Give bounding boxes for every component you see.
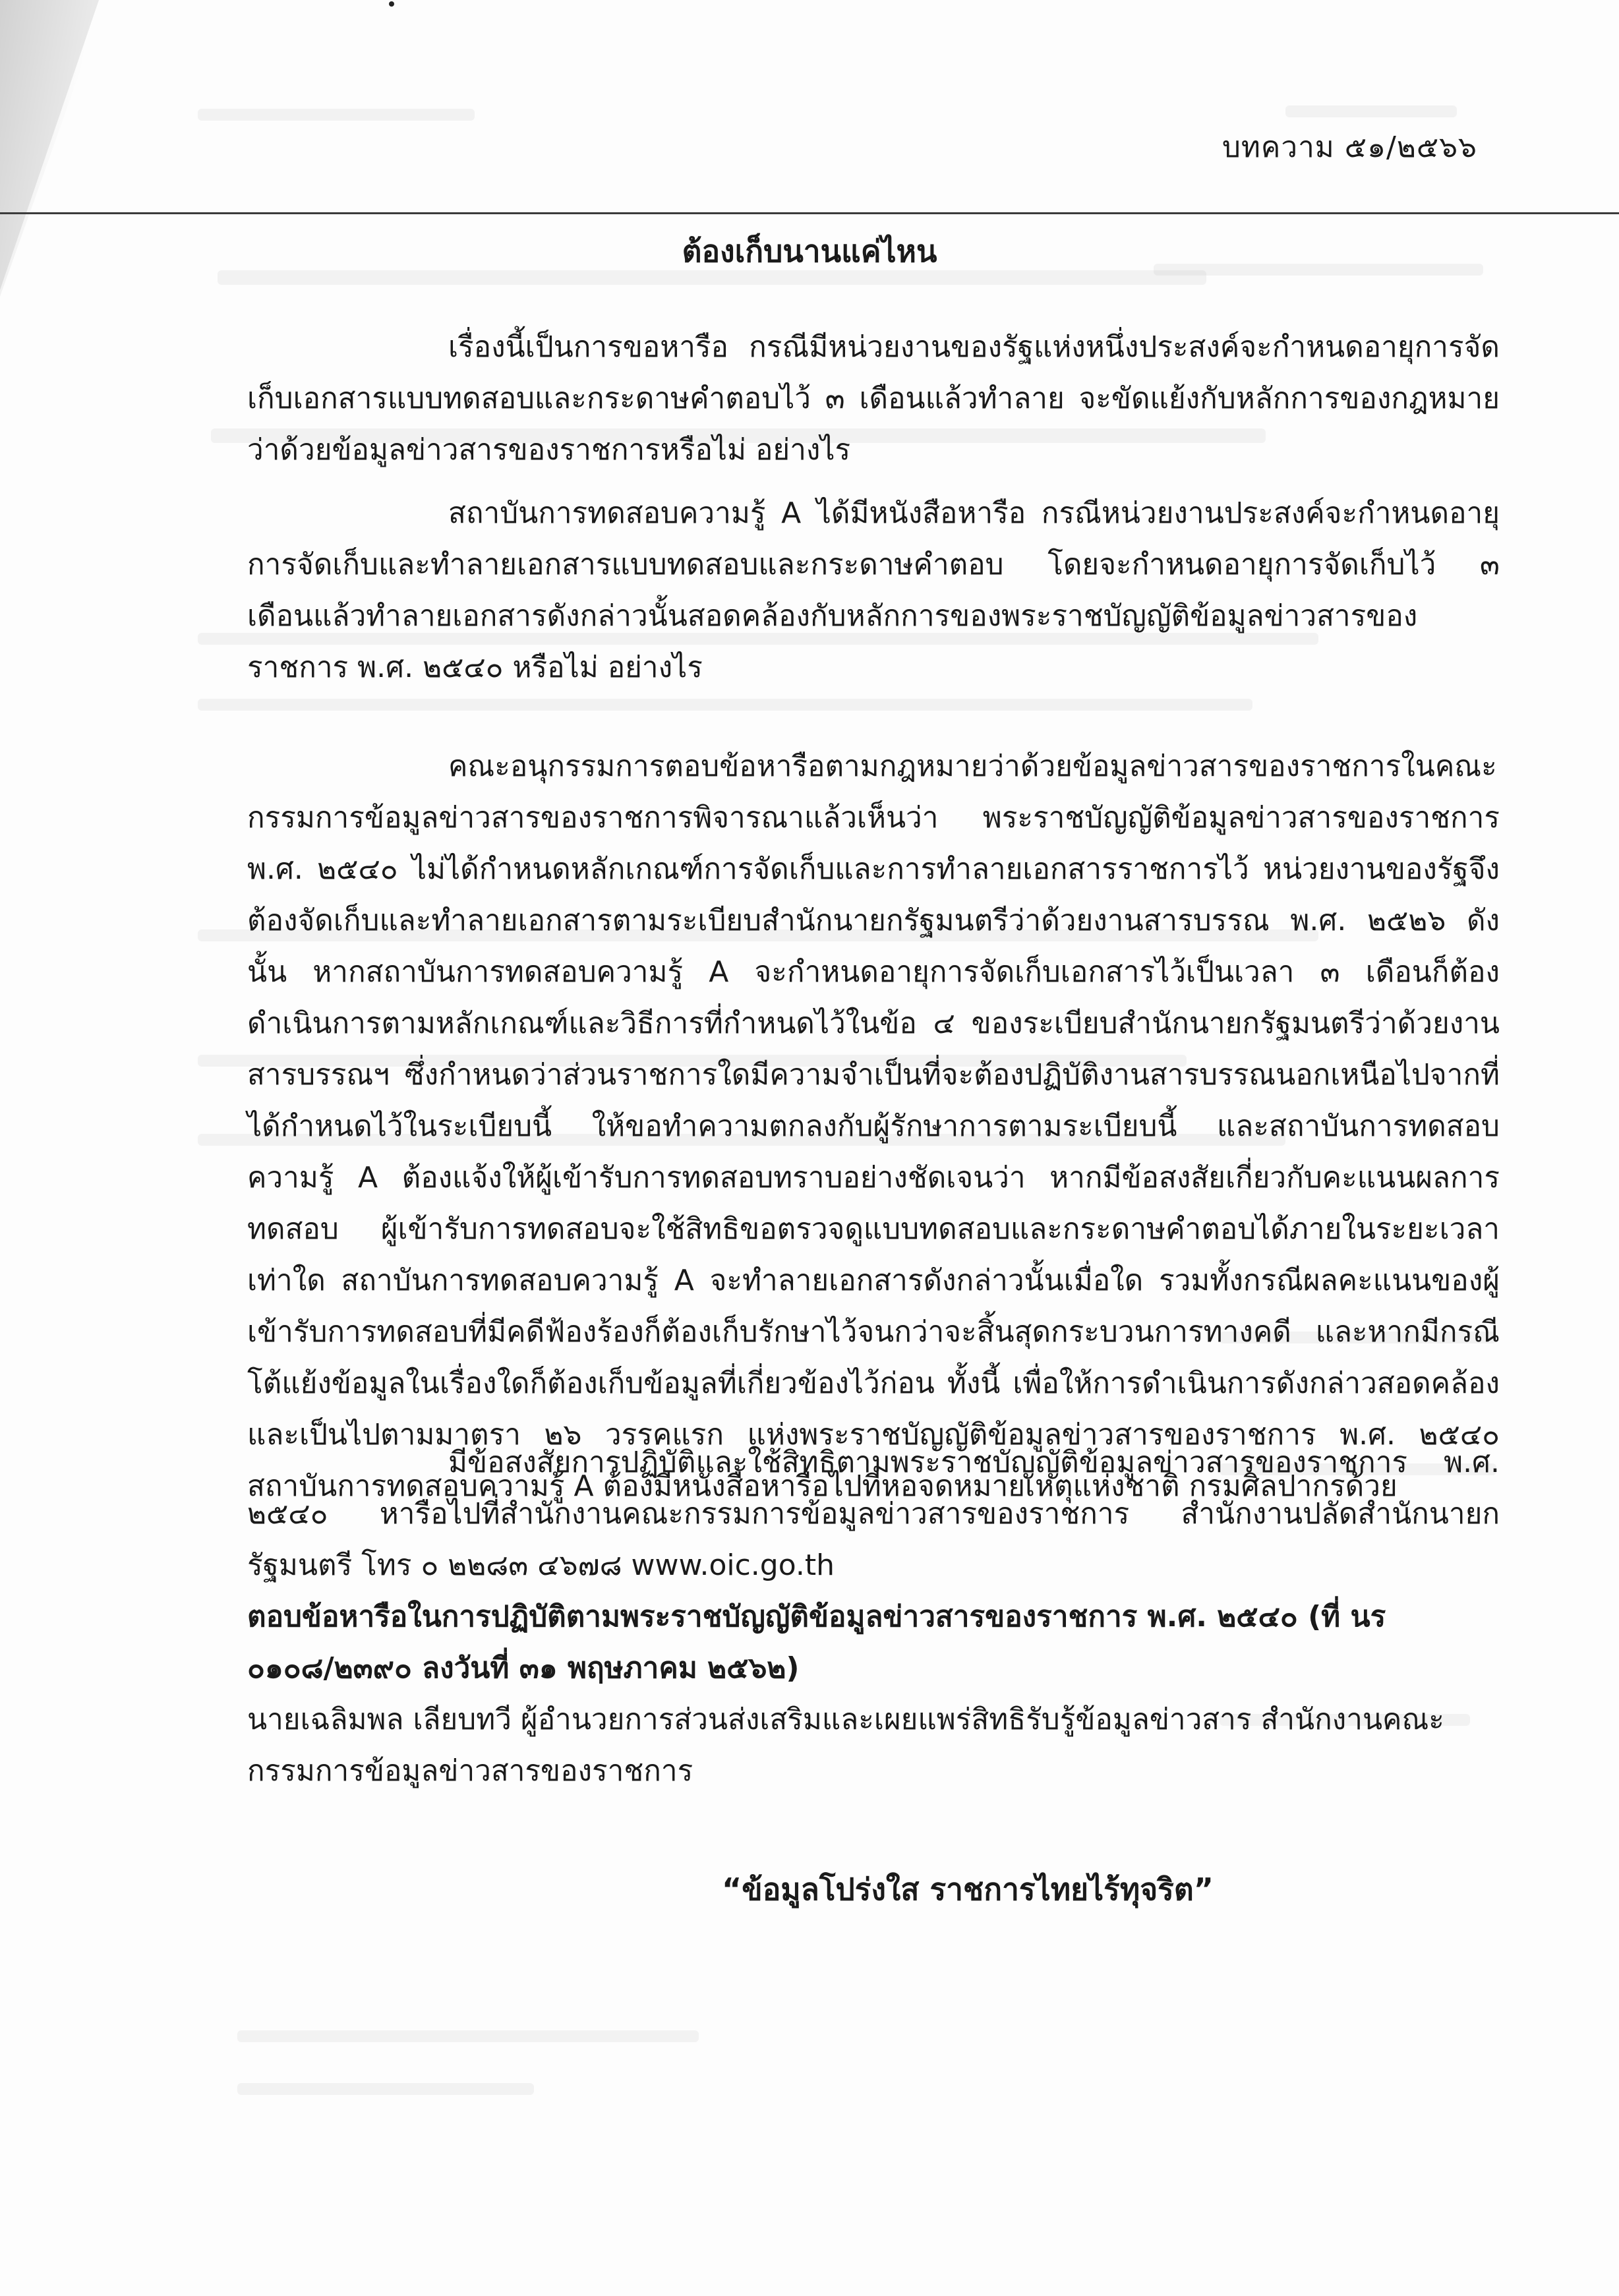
document-body [247,322,1500,1512]
document-title: ต้องเก็บนานแค่ไหน [682,233,937,269]
paragraph-inquiry: สถาบันการทดสอบความรู้ A ได้มีหนังสือหารือ กรณีหน่วยงานประสงค์จะกำหนดอายุการจัดเก็บและทำลายเอกสารแบบทดสอบและกระดาษคำตอบ โดยจะกำหนดอายุการจัดเก็บไว้ ๓ เดือนแล้วทำลายเอกสารดังกล่าวนั้นสอดคล้องกับหลักการของพระราชบัญญัติข้อมูลข่าวสารของราชการ พ.ศ. ๒๕๔๐ หรือไม่ อย่างไร [247,496,1500,684]
paragraph-question: เรื่องนี้เป็นการขอหารือ กรณีมีหน่วยงานของรัฐแห่งหนึ่งประสงค์จะกำหนดอายุการจัดเก็บเอกสารแบบทดสอบและกระดาษคำตอบไว้ ๓ เดือนแล้วทำลาย จะขัดแย้งกับหลักการของกฎหมายว่าด้วยข้อมูลข่าวสารของราชการหรือไม่ อย่างไร [247,330,1500,467]
scan-speck [389,1,394,7]
paragraph-answer: คณะอนุกรรมการตอบข้อหารือตามกฎหมายว่าด้วยข้อมูลข่าวสารของราชการในคณะกรรมการข้อมูลข่าวสารของราชการพิจารณาแล้วเห็นว่า พระราชบัญญัติข้อมูลข่าวสารของราชการ พ.ศ. ๒๕๔๐ ไม่ได้กำหนดหลักเกณฑ์การจัดเก็บและการทำลายเอกสารราชการไว้ หน่วยงานของรัฐจึงต้องจัดเก็บและทำลายเอกสารตามระเบียบสำนักนายกรัฐมนตรีว่าด้วยงานสารบรรณ พ.ศ. ๒๕๒๖ ดังนั้น หากสถาบันการทดสอบความรู้ A จะกำหนดอายุการจัดเก็บเอกสารไว้เป็นเวลา ๓ เดือนก็ต้องดำเนินการตามหลักเกณฑ์และวิธีการที่กำหนดไว้ในข้อ ๔ ของระเบียบสำนักนายกรัฐมนตรีว่าด้วยงานสารบรรณฯ ซึ่งกำหนดว่าส่วนราชการใดมีความจำเป็นที่จะต้องปฏิบัติงานสารบรรณนอกเหนือไปจากที่ได้กำหนดไว้ในระเบียบนี้ ให้ขอทำความตกลงกับผู้รักษาการตามระเบียบนี้ และสถาบันการทดสอบความรู้ A ต้องแจ้งให้ผู้เข้ารับการทดสอบทราบอย่างชัดเจนว่า หากมีข้อสงสัยเกี่ยวกับคะแนนผลการทดสอบ ผู้เข้ารับการทดสอบจะใช้สิทธิขอตรวจดูแบบทดสอบและกระดาษคำตอบได้ภายในระยะเวลาเท่าใด สถาบันการทดสอบความรู้ A จะทำลายเอกสารดังกล่าวนั้นเมื่อใด รวมทั้งกรณีผลคะแนนของผู้เข้ารับการทดสอบที่มีคดีฟ้องร้องก็ต้องเก็บรักษาไว้จนกว่าจะสิ้นสุดกระบวนการทางคดี และหากมีกรณีโต้แย้งข้อมูลในเรื่องใดก็ต้องเก็บข้อมูลที่เกี่ยวข้องไว้ก่อน ทั้งนี้ เพื่อให้การดำเนินการดังกล่าวสอดคล้องและเป็นไปตามมาตรา ๒๖ วรรคแรก แห่งพระราชบัญญัติข้อมูลข่าวสารของราชการ พ.ศ. ๒๕๔๐ สถาบันการทดสอบความรู้ A ต้องมีหนังสือหารือไปที่หอจดหมายเหตุแห่งชาติ กรมศิลปากรด้วย [247,750,1500,1503]
slogan: “ข้อมูลโปร่งใส ราชการไทยไร้ทุจริต” [722,1871,1214,1907]
contact-section [247,1437,1500,1797]
reference-line: ตอบข้อหารือในการปฏิบัติตามพระราชบัญญัติข้อมูลข่าวสารของราชการ พ.ศ. ๒๕๔๐ (ที่ นร ๐๑๐๘/๒๓๙๐ ลงวันที่ ๓๑ พฤษภาคม ๒๕๖๒) [247,1600,1386,1685]
author-line: นายเฉลิมพล เลียบทวี ผู้อำนวยการส่วนส่งเสริมและเผยแพร่สิทธิรับรู้ข้อมูลข่าวสาร สำนักงานคณะกรรมการข้อมูลข่าวสารของราชการ [247,1703,1444,1788]
article-number: บทความ ๕๑/๒๕๖๖ [1222,131,1477,164]
contact-intro: มีข้อสงสัยการปฏิบัติและใช้สิทธิตามพระราชบัญญัติข้อมูลข่าวสารของราชการ พ.ศ. ๒๕๔๐ หารือไปที่สำนักงานคณะกรรมการข้อมูลข่าวสารของราชการ สำนักงานปลัดสำนักนายกรัฐมนตรี โทร ๐ ๒๒๘๓ ๔๖๗๘ www.oic.go.th [247,1446,1500,1582]
header-divider [0,212,1619,214]
